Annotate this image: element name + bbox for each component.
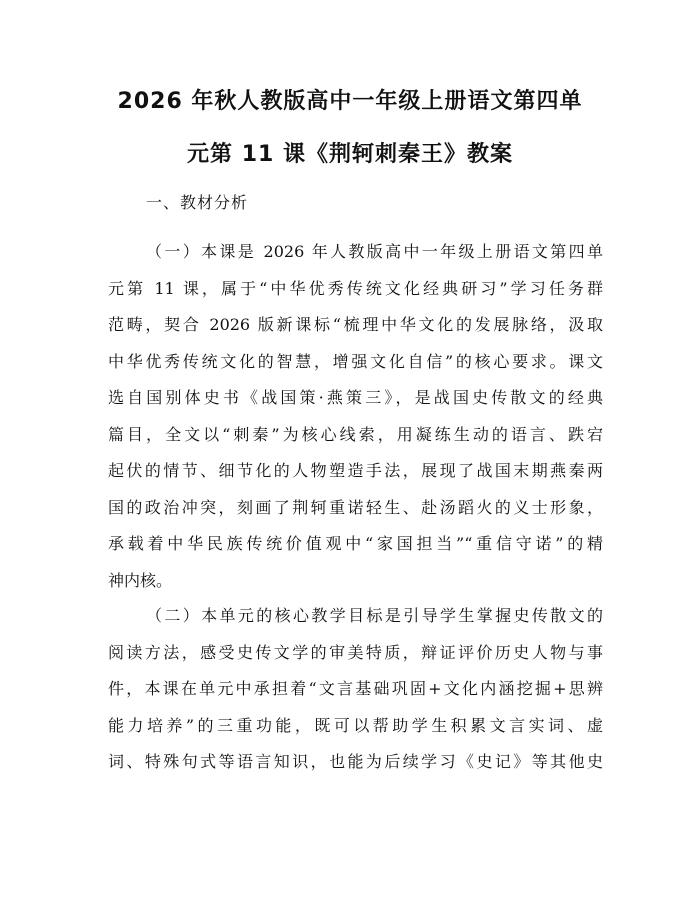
document-title-line-1: 2026 年秋人教版高中一年级上册语文第四单 (117, 89, 583, 114)
section-heading-textbook-analysis: 一、教材分析 (146, 193, 249, 212)
paragraph-1 (108, 234, 603, 599)
paragraph-line: 选自国别体史书《战国策·燕策三》，是战国史传散文的经典 (108, 388, 603, 407)
paragraph-line: 篇目，全文以“刺秦”为核心线索，用凝练生动的语言、跌宕 (108, 424, 603, 444)
document-title-line-2: 元第 11 课《荆轲刺秦王》教案 (187, 142, 513, 167)
paragraph-line: 件，本课在单元中承担着“文言基础巩固+文化内涵挖掘+思辨 (108, 679, 603, 698)
paragraph-line: 起伏的情节、细节化的人物塑造手法，展现了战国末期燕秦两 (108, 461, 603, 480)
paragraph-line: 中华优秀传统文化的智慧，增强文化自信”的核心要求。课文 (108, 351, 603, 371)
paragraph-line: 词、特殊句式等语言知识，也能为后续学习《史记》等其他史 (108, 752, 603, 771)
paragraph-line: 神内核。 (108, 570, 173, 590)
paragraph-2 (108, 598, 603, 781)
paragraph-line: 承载着中华民族传统价值观中“家国担当”“重信守诺”的精 (108, 534, 603, 553)
paragraph-line: （一）本课是 2026 年人教版高中一年级上册语文第四单 (146, 242, 603, 261)
paragraph-line: 能力培养”的三重功能，既可以帮助学生积累文言实词、虚 (108, 715, 603, 735)
paragraph-line: 国的政治冲突，刻画了荆轲重诺轻生、赴汤蹈火的义士形象， (108, 497, 603, 517)
paragraph-line: 范畴，契合 2026 版新课标“梳理中华文化的发展脉络，汲取 (108, 315, 603, 334)
paragraph-line: 阅读方法，感受史传文学的审美特质，辩证评价历史人物与事 (108, 642, 603, 662)
paragraph-line: 元第 11 课，属于“中华优秀传统文化经典研习”学习任务群 (108, 278, 603, 298)
paragraph-line: （二）本单元的核心教学目标是引导学生掌握史传散文的 (146, 606, 603, 625)
